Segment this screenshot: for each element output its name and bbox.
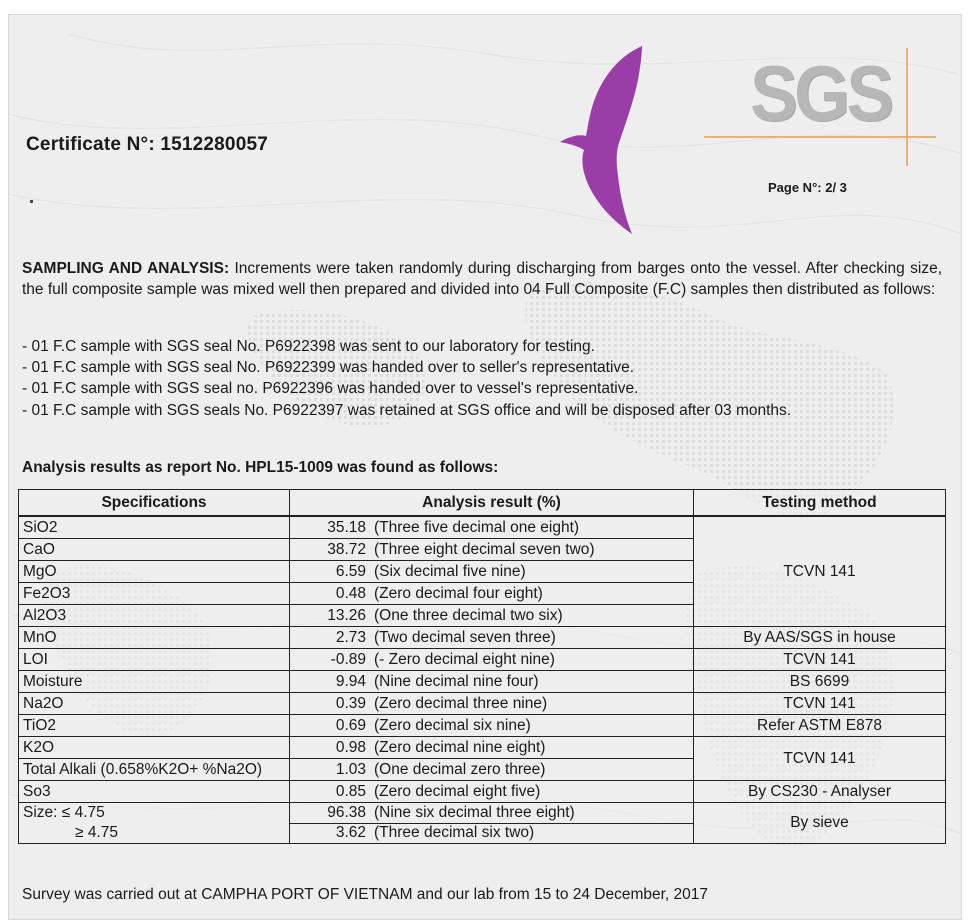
table-row <box>19 737 946 759</box>
value-cell: 38.72 <box>290 539 371 561</box>
spec-cell: TiO2 <box>19 715 290 737</box>
table-row <box>19 671 946 693</box>
spec-cell: K2O <box>19 737 290 759</box>
table-header-row <box>19 490 946 517</box>
method-cell: TCVN 141 <box>694 649 946 671</box>
words-cell: (- Zero decimal eight nine) <box>370 649 694 671</box>
method-cell: By AAS/SGS in house <box>694 627 946 649</box>
spec-cell: Al2O3 <box>19 605 290 627</box>
words-cell: (Nine six decimal three eight) <box>370 803 694 824</box>
analysis-heading: Analysis results as report No. HPL15-1009 was found as follows: <box>22 459 499 476</box>
table-row <box>19 715 946 737</box>
column-header-specifications: Specifications <box>19 490 290 517</box>
method-cell: Refer ASTM E878 <box>694 715 946 737</box>
stray-mark <box>30 200 33 203</box>
method-cell: BS 6699 <box>694 671 946 693</box>
eagle-logo-icon <box>550 44 650 234</box>
sample-item: - 01 F.C sample with SGS seals No. P6922397 was retained at SGS office and will be disposed after 03 months. <box>22 402 792 419</box>
value-cell: 0.98 <box>290 737 371 759</box>
logo-line-vertical <box>906 48 908 166</box>
value-cell: 0.85 <box>290 781 371 803</box>
spec-cell: Na2O <box>19 693 290 715</box>
value-cell: 3.62 <box>290 823 371 844</box>
sampling-paragraph <box>22 258 942 300</box>
sample-item: - 01 F.C sample with SGS seal No. P6922398 was sent to our laboratory for testing. <box>22 338 595 355</box>
words-cell: (Three five decimal one eight) <box>370 516 694 539</box>
words-cell: (Six decimal five nine) <box>370 561 694 583</box>
table-row <box>19 781 946 803</box>
value-cell: 2.73 <box>290 627 371 649</box>
sample-item: - 01 F.C sample with SGS seal No. P6922399 was handed over to seller's representative. <box>22 359 635 376</box>
spec-cell: MnO <box>19 627 290 649</box>
value-cell: 35.18 <box>290 516 371 539</box>
words-cell: (Two decimal seven three) <box>370 627 694 649</box>
value-cell: 6.59 <box>290 561 371 583</box>
sampling-text: Increments were taken randomly during discharging from barges onto the vessel. After checking size, the full composite sample was mixed well then prepared and divided into 04 Full Composite (F.C) samples then distributed as follows: <box>22 260 942 298</box>
spec-cell: Total Alkali (0.658%K2O+ %Na2O) <box>19 759 290 781</box>
value-cell: 0.69 <box>290 715 371 737</box>
table-row <box>19 516 946 539</box>
words-cell: (Three eight decimal seven two) <box>370 539 694 561</box>
sample-item: - 01 F.C sample with SGS seal no. P6922396 was handed over to vessel's representative. <box>22 380 639 397</box>
words-cell: (Zero decimal three nine) <box>370 693 694 715</box>
sgs-logo <box>698 48 938 168</box>
method-cell: By sieve <box>694 803 946 844</box>
value-cell: 96.38 <box>290 803 371 824</box>
sgs-logo-text: SGS <box>750 49 891 137</box>
words-cell: (Zero decimal four eight) <box>370 583 694 605</box>
survey-footer: Survey was carried out at CAMPHA PORT OF VIETNAM and our lab from 15 to 24 December, 2017 <box>22 886 709 903</box>
column-header-analysis-result: Analysis result (%) <box>290 490 694 517</box>
spec-cell <box>19 803 290 844</box>
value-cell: 0.39 <box>290 693 371 715</box>
spec-cell: So3 <box>19 781 290 803</box>
table-row <box>19 649 946 671</box>
value-cell: -0.89 <box>290 649 371 671</box>
words-cell: (Nine decimal nine four) <box>370 671 694 693</box>
analysis-results-table <box>18 489 946 844</box>
words-cell: (Three decimal six two) <box>370 823 694 844</box>
method-cell: By CS230 - Analyser <box>694 781 946 803</box>
table-row <box>19 803 946 824</box>
value-cell: 1.03 <box>290 759 371 781</box>
words-cell: (One three decimal two six) <box>370 605 694 627</box>
words-cell: (Zero decimal six nine) <box>370 715 694 737</box>
spec-cell: SiO2 <box>19 516 290 539</box>
words-cell: (One decimal zero three) <box>370 759 694 781</box>
size-spec-line: ≥ 4.75 <box>75 824 118 841</box>
size-spec-line: Size: ≤ 4.75 <box>23 804 105 821</box>
method-cell: TCVN 141 <box>694 737 946 781</box>
certificate-page <box>8 14 962 920</box>
table-row <box>19 627 946 649</box>
spec-cell: MgO <box>19 561 290 583</box>
spec-cell: Moisture <box>19 671 290 693</box>
method-cell: TCVN 141 <box>694 516 946 627</box>
certificate-number: Certificate N°: 1512280057 <box>26 134 268 155</box>
value-cell: 9.94 <box>290 671 371 693</box>
value-cell: 0.48 <box>290 583 371 605</box>
page-number: Page N°: 2/ 3 <box>768 180 847 195</box>
table-row <box>19 693 946 715</box>
sampling-heading: SAMPLING AND ANALYSIS: <box>22 260 230 277</box>
column-header-testing-method: Testing method <box>694 490 946 517</box>
value-cell: 13.26 <box>290 605 371 627</box>
words-cell: (Zero decimal nine eight) <box>370 737 694 759</box>
spec-cell: Fe2O3 <box>19 583 290 605</box>
method-cell: TCVN 141 <box>694 693 946 715</box>
words-cell: (Zero decimal eight five) <box>370 781 694 803</box>
spec-cell: CaO <box>19 539 290 561</box>
spec-cell: LOI <box>19 649 290 671</box>
